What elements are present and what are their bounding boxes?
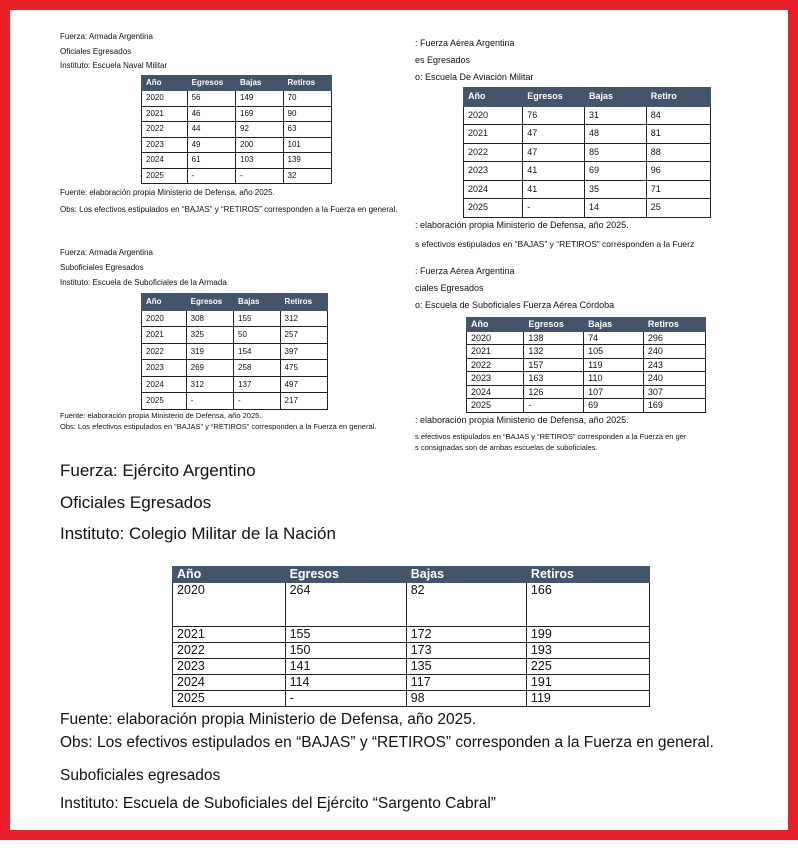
table-cell: 193 <box>526 642 649 658</box>
table-row <box>464 125 711 144</box>
table-cell: 2022 <box>467 358 524 372</box>
table-cell: 307 <box>643 385 705 399</box>
table-cell: 138 <box>524 331 584 345</box>
table-cell: 50 <box>234 327 281 344</box>
table-cell: 2024 <box>142 153 188 169</box>
table-cell: 2020 <box>464 106 523 125</box>
col-header-anio: Año <box>464 88 523 107</box>
table-row <box>464 199 711 218</box>
table-cell: 119 <box>584 358 644 372</box>
table-row <box>142 360 328 377</box>
table-row <box>142 137 332 153</box>
table-row <box>467 372 706 386</box>
table-cell: 475 <box>280 360 327 377</box>
table-cell: 157 <box>524 358 584 372</box>
table-cell: 2021 <box>142 327 187 344</box>
table-cell: 2024 <box>173 674 286 690</box>
table-cell: 31 <box>585 106 647 125</box>
table-row <box>467 399 706 413</box>
aerea-suboficiales-table <box>466 317 706 413</box>
table-row <box>173 690 650 706</box>
table-cell: 61 <box>187 153 235 169</box>
table-cell: 191 <box>526 674 649 690</box>
table-row <box>467 331 706 345</box>
table-row <box>464 143 711 162</box>
table-cell: - <box>285 690 406 706</box>
col-header-anio: Año <box>173 566 286 582</box>
table-cell: 2024 <box>467 385 524 399</box>
table-cell: 46 <box>187 106 235 122</box>
table-cell: 114 <box>285 674 406 690</box>
instituto-label: o: Escuela de Suboficiales Fuerza Aérea Córdoba <box>415 300 615 310</box>
table-cell: 199 <box>526 626 649 642</box>
table-cell: 41 <box>523 162 585 181</box>
table-header-row <box>142 75 332 91</box>
table-cell: 2023 <box>464 162 523 181</box>
table-row <box>142 168 332 184</box>
table-cell: 2025 <box>464 199 523 218</box>
col-header-bajas: Bajas <box>584 318 644 332</box>
table-cell: 154 <box>234 343 281 360</box>
table-cell: 101 <box>283 137 331 153</box>
fuente-text: Fuente: elaboración propia Ministerio de Defensa, año 2025. <box>60 410 262 420</box>
col-header-anio: Año <box>142 294 187 311</box>
fuente-text: Fuente: elaboración propia Ministerio de Defensa, año 2025. <box>60 710 477 728</box>
table-cell: 70 <box>283 91 331 107</box>
table-cell: 2025 <box>173 690 286 706</box>
table-cell: 74 <box>584 331 644 345</box>
table-cell: 139 <box>283 153 331 169</box>
obs-text: s efectivos estipulados en “BAJAS” y “RETIROS” corresponden a la Fuerz <box>415 238 695 249</box>
table-cell: 105 <box>584 345 644 359</box>
table-cell: - <box>523 199 585 218</box>
table-cell: 200 <box>236 137 284 153</box>
col-header-egresos: Egresos <box>523 88 585 107</box>
obs-text: Obs: Los efectivos estipulados en “BAJAS” y “RETIROS” corresponden a la Fuerza en general. <box>60 204 398 214</box>
categoria-label: ciales Egresados <box>415 283 484 293</box>
col-header-anio: Año <box>142 75 188 91</box>
table-row <box>142 376 328 393</box>
categoria-label: es Egresados <box>415 55 471 65</box>
col-header-retiros: Retiros <box>280 294 327 311</box>
table-row <box>467 385 706 399</box>
aerea-oficiales-section <box>415 35 768 260</box>
armada-oficiales-table <box>141 75 332 185</box>
instituto-label: Instituto: Escuela de Suboficiales de la Armada <box>60 278 227 287</box>
table-cell: 308 <box>186 310 233 327</box>
col-header-bajas: Bajas <box>406 566 526 582</box>
table-row <box>142 91 332 107</box>
table-header-row <box>464 88 711 107</box>
instituto-label: Instituto: Colegio Militar de la Nación <box>60 524 336 543</box>
table-cell: 169 <box>236 106 284 122</box>
table-cell: 497 <box>280 376 327 393</box>
table-cell: 2023 <box>142 137 188 153</box>
table-cell: 90 <box>283 106 331 122</box>
table-cell: 169 <box>643 399 705 413</box>
table-cell: 132 <box>524 345 584 359</box>
fuerza-label: Fuerza: Armada Argentina <box>60 32 153 41</box>
table-cell: 166 <box>526 582 649 626</box>
table-cell: 150 <box>285 642 406 658</box>
table-cell: 48 <box>585 125 647 144</box>
aerea-suboficiales-section <box>415 263 768 453</box>
table-row <box>142 343 328 360</box>
table-cell: 81 <box>646 125 710 144</box>
table-cell: 82 <box>406 582 526 626</box>
table-cell: 325 <box>186 327 233 344</box>
table-header-row <box>173 566 650 582</box>
table-cell: 107 <box>584 385 644 399</box>
table-cell: 35 <box>585 180 647 199</box>
fuerza-label: Fuerza: Armada Argentina <box>60 248 153 257</box>
table-cell: 319 <box>186 343 233 360</box>
obs-text: Obs: Los efectivos estipulados en “BAJAS” y “RETIROS” corresponden a la Fuerza en general. <box>60 421 377 431</box>
table-cell: 155 <box>285 626 406 642</box>
armada-suboficiales-section <box>60 245 405 445</box>
table-cell: 76 <box>523 106 585 125</box>
ejercito-section <box>60 455 768 840</box>
armada-suboficiales-table <box>141 293 328 410</box>
table-cell: 41 <box>523 180 585 199</box>
table-cell: 2022 <box>173 642 286 658</box>
table-cell: 2020 <box>142 310 187 327</box>
table-cell: 32 <box>283 168 331 184</box>
fuerza-label: : Fuerza Aérea Argentina <box>415 38 515 48</box>
table-cell: 85 <box>585 143 647 162</box>
fuerza-label: : Fuerza Aérea Argentina <box>415 266 515 276</box>
col-header-retiros: Retiros <box>283 75 331 91</box>
col-header-retiros: Retiros <box>643 318 705 332</box>
table-cell: 103 <box>236 153 284 169</box>
table-cell: 71 <box>646 180 710 199</box>
table-row <box>142 153 332 169</box>
table-cell: 2025 <box>142 393 187 410</box>
table-row <box>142 122 332 138</box>
table-cell: - <box>234 393 281 410</box>
table-cell: 2023 <box>173 658 286 674</box>
table-cell: 2020 <box>173 582 286 626</box>
col-header-egresos: Egresos <box>285 566 406 582</box>
table-cell: 2021 <box>173 626 286 642</box>
table-cell: 2023 <box>142 360 187 377</box>
table-cell: 2021 <box>142 106 188 122</box>
table-cell: 119 <box>526 690 649 706</box>
table-row <box>142 106 332 122</box>
table-cell: 2023 <box>467 372 524 386</box>
table-row <box>467 358 706 372</box>
col-header-egresos: Egresos <box>186 294 233 311</box>
categoria-label: Oficiales Egresados <box>60 492 212 512</box>
table-cell: 258 <box>234 360 281 377</box>
instituto-label: Instituto: Escuela Naval Militar <box>60 61 168 70</box>
table-row <box>467 345 706 359</box>
fuente-text: Fuente: elaboración propia Ministerio de Defensa, año 2025. <box>60 188 275 197</box>
table-cell: 44 <box>187 122 235 138</box>
categoria-label: Oficiales Egresados <box>60 46 132 56</box>
table-cell: 98 <box>406 690 526 706</box>
table-cell: 172 <box>406 626 526 642</box>
table-cell: 2022 <box>142 343 187 360</box>
col-header-egresos: Egresos <box>187 75 235 91</box>
table-cell: 312 <box>186 376 233 393</box>
table-cell: 135 <box>406 658 526 674</box>
table-row <box>142 310 328 327</box>
table-row <box>173 642 650 658</box>
table-cell: 69 <box>585 162 647 181</box>
col-header-bajas: Bajas <box>585 88 647 107</box>
table-cell: 141 <box>285 658 406 674</box>
table-cell: 149 <box>236 91 284 107</box>
table-cell: 2022 <box>464 143 523 162</box>
table-cell: 397 <box>280 343 327 360</box>
table-cell: 296 <box>643 331 705 345</box>
table-cell: 312 <box>280 310 327 327</box>
table-cell: 137 <box>234 376 281 393</box>
table-cell: 96 <box>646 162 710 181</box>
instituto-label: o: Escuela De Aviación Militar <box>415 72 534 82</box>
obs-text: s efectivos estipulados en “BAJAS y “RETIROS” corresponden a la Fuerza en ger <box>415 431 687 441</box>
table-header-row <box>467 318 706 332</box>
table-cell: 243 <box>643 358 705 372</box>
table-row <box>464 106 711 125</box>
suboficiales-subtitle: Suboficiales egresados <box>60 766 221 784</box>
categoria-label: Suboficiales Egresados <box>60 263 144 272</box>
instituto2-label: Instituto: Escuela de Suboficiales del Ejército “Sargento Cabral” <box>60 794 496 812</box>
table-cell: 2024 <box>464 180 523 199</box>
table-cell: 217 <box>280 393 327 410</box>
col-header-retiro: Retiro <box>646 88 710 107</box>
table-cell: 14 <box>585 199 647 218</box>
table-cell: 163 <box>524 372 584 386</box>
table-row <box>142 327 328 344</box>
table-cell: 88 <box>646 143 710 162</box>
table-cell: 63 <box>283 122 331 138</box>
table-cell: 240 <box>643 372 705 386</box>
obs-text: Obs: Los efectivos estipulados en “BAJAS” y “RETIROS” corresponden a la Fuerza en general. <box>60 733 714 751</box>
table-cell: 47 <box>523 143 585 162</box>
table-cell: - <box>524 399 584 413</box>
table-cell: 240 <box>643 345 705 359</box>
table-cell: 155 <box>234 310 281 327</box>
table-cell: 92 <box>236 122 284 138</box>
fuerza-label: Fuerza: Ejército Argentino <box>60 461 256 480</box>
fuente-text: : elaboración propia Ministerio de Defensa, año 2025. <box>415 414 629 425</box>
table-header-row <box>142 294 328 311</box>
table-cell: 269 <box>186 360 233 377</box>
table-cell: 25 <box>646 199 710 218</box>
table-cell: 257 <box>280 327 327 344</box>
table-cell: - <box>187 168 235 184</box>
aerea-oficiales-table <box>463 87 711 218</box>
col-header-egresos: Egresos <box>524 318 584 332</box>
table-row <box>142 393 328 410</box>
col-header-bajas: Bajas <box>234 294 281 311</box>
table-row <box>173 582 650 626</box>
table-cell: 225 <box>526 658 649 674</box>
table-cell: 2021 <box>464 125 523 144</box>
table-cell: 2020 <box>142 91 188 107</box>
table-cell: 47 <box>523 125 585 144</box>
armada-oficiales-section <box>60 30 410 240</box>
table-row <box>173 658 650 674</box>
obs-text-2: s consignadas son de ambas escuelas de suboficiales. <box>415 442 598 452</box>
table-cell: 117 <box>406 674 526 690</box>
table-cell: 2020 <box>467 331 524 345</box>
table-cell: 110 <box>584 372 644 386</box>
table-cell: 2022 <box>142 122 188 138</box>
table-cell: 126 <box>524 385 584 399</box>
col-header-retiros: Retiros <box>526 566 649 582</box>
table-cell: 2025 <box>467 399 524 413</box>
table-cell: 2021 <box>467 345 524 359</box>
table-row <box>173 626 650 642</box>
table-row <box>173 674 650 690</box>
col-header-anio: Año <box>467 318 524 332</box>
ejercito-oficiales-table <box>172 566 650 707</box>
table-row <box>464 162 711 181</box>
table-row <box>464 180 711 199</box>
table-cell: - <box>236 168 284 184</box>
table-cell: 49 <box>187 137 235 153</box>
table-cell: 56 <box>187 91 235 107</box>
table-cell: - <box>186 393 233 410</box>
table-cell: 264 <box>285 582 406 626</box>
col-header-bajas: Bajas <box>236 75 284 91</box>
fuente-text: : elaboración propia Ministerio de Defensa, año 2025. <box>415 219 629 230</box>
table-cell: 69 <box>584 399 644 413</box>
table-cell: 2024 <box>142 376 187 393</box>
table-cell: 84 <box>646 106 710 125</box>
table-cell: 2025 <box>142 168 188 184</box>
table-cell: 173 <box>406 642 526 658</box>
